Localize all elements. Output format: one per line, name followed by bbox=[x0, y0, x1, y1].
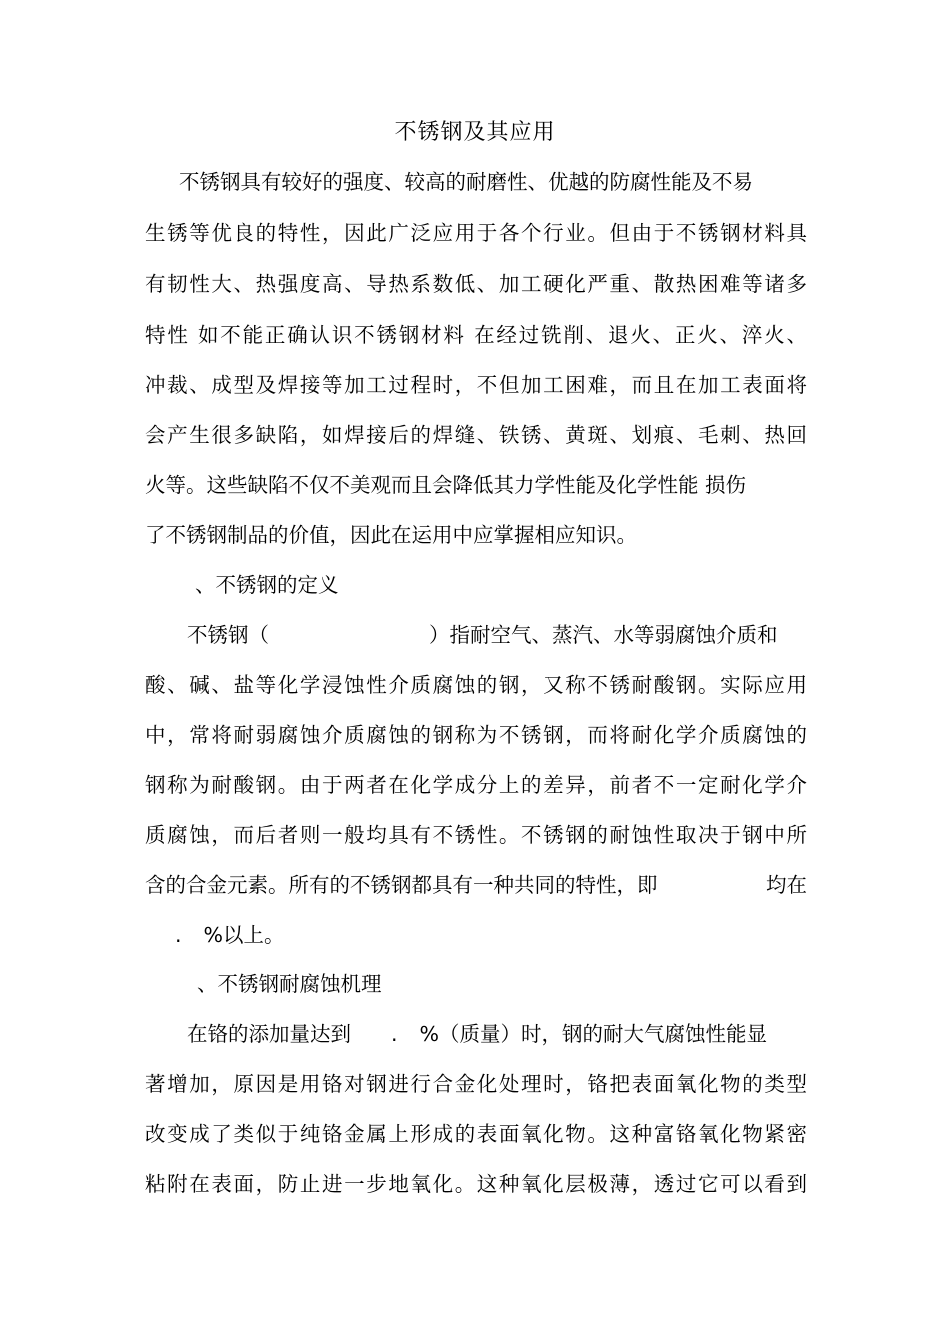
paragraph-3-line-1-end: %（质量）时，钢的耐大气腐蚀性能显 bbox=[419, 1022, 768, 1046]
section-heading-definition: 、不锈钢的定义 bbox=[195, 573, 339, 597]
paragraph-2-line-5: 质腐蚀，而后者则一般均具有不锈性。不锈钢的耐蚀性取决于钢中所 bbox=[145, 823, 807, 847]
paragraph-3-line-1 bbox=[145, 1017, 807, 1051]
paragraph-3-line-1-start: 在铬的添加量达到 bbox=[187, 1022, 351, 1046]
section-heading-mechanism: 、不锈钢耐腐蚀机理 bbox=[197, 972, 382, 996]
paragraph-1-line-6: 会产生很多缺陷，如焊接后的焊缝、铁锈、黄斑、划痕、毛刺、热回 bbox=[145, 423, 807, 447]
paragraph-2-line-1-start: 不锈钢（ bbox=[187, 623, 269, 647]
paragraph-2-line-6 bbox=[145, 868, 807, 902]
paragraph-2-line-6-start: 含的合金元素。所有的不锈钢都具有一种共同的特性，即 bbox=[145, 873, 658, 897]
paragraph-2-line-1 bbox=[145, 618, 807, 652]
paragraph-3-line-1-decimal: . bbox=[391, 1022, 398, 1046]
paragraph-1-line-4: 特性 如不能正确认识不锈钢材料 在经过铣削、退火、正火、淬火、 bbox=[145, 323, 807, 347]
document-title: 不锈钢及其应用 bbox=[394, 120, 556, 145]
paragraph-2-line-3: 中，常将耐弱腐蚀介质腐蚀的钢称为不锈钢，而将耐化学介质腐蚀的 bbox=[145, 723, 807, 747]
paragraph-1-line-3: 有韧性大、热强度高、导热系数低、加工硬化严重、散热困难等诸多 bbox=[145, 272, 807, 296]
paragraph-2-line-1-end: ）指耐空气、蒸汽、水等弱腐蚀介质和 bbox=[429, 623, 778, 647]
paragraph-3-line-3: 改变成了类似于纯铬金属上形成的表面氧化物。这种富铬氧化物紧密 bbox=[145, 1122, 807, 1146]
paragraph-1-line-7: 火等。这些缺陷不仅不美观而且会降低其力学性能及化学性能 损伤 bbox=[145, 473, 747, 497]
paragraph-1-line-2: 生锈等优良的特性，因此广泛应用于各个行业。但由于不锈钢材料具 bbox=[145, 221, 807, 245]
paragraph-1-line-5: 冲裁、成型及焊接等加工过程时，不但加工困难，而且在加工表面将 bbox=[145, 373, 807, 397]
paragraph-1-line-1: 不锈钢具有较好的强度、较高的耐磨性、优越的防腐性能及不易 bbox=[179, 170, 753, 194]
paragraph-3-line-2: 著增加，原因是用铬对钢进行合金化处理时，铬把表面氧化物的类型 bbox=[145, 1072, 807, 1096]
paragraph-2-line-7-percent: %以上。 bbox=[203, 923, 285, 947]
paragraph-3-line-4: 粘附在表面，防止进一步地氧化。这种氧化层极薄，透过它可以看到 bbox=[145, 1172, 807, 1196]
paragraph-1-line-8: 了不锈钢制品的价值，因此在运用中应掌握相应知识。 bbox=[145, 523, 637, 547]
paragraph-2-line-4: 钢称为耐酸钢。由于两者在化学成分上的差异，前者不一定耐化学介 bbox=[145, 773, 807, 797]
paragraph-2-line-2: 酸、碱、盐等化学浸蚀性介质腐蚀的钢，又称不锈耐酸钢。实际应用 bbox=[145, 673, 807, 697]
paragraph-2-line-6-end: 均在 bbox=[766, 873, 807, 897]
paragraph-2-line-7-decimal: . bbox=[175, 923, 182, 947]
paragraph-2-line-7 bbox=[145, 918, 807, 952]
